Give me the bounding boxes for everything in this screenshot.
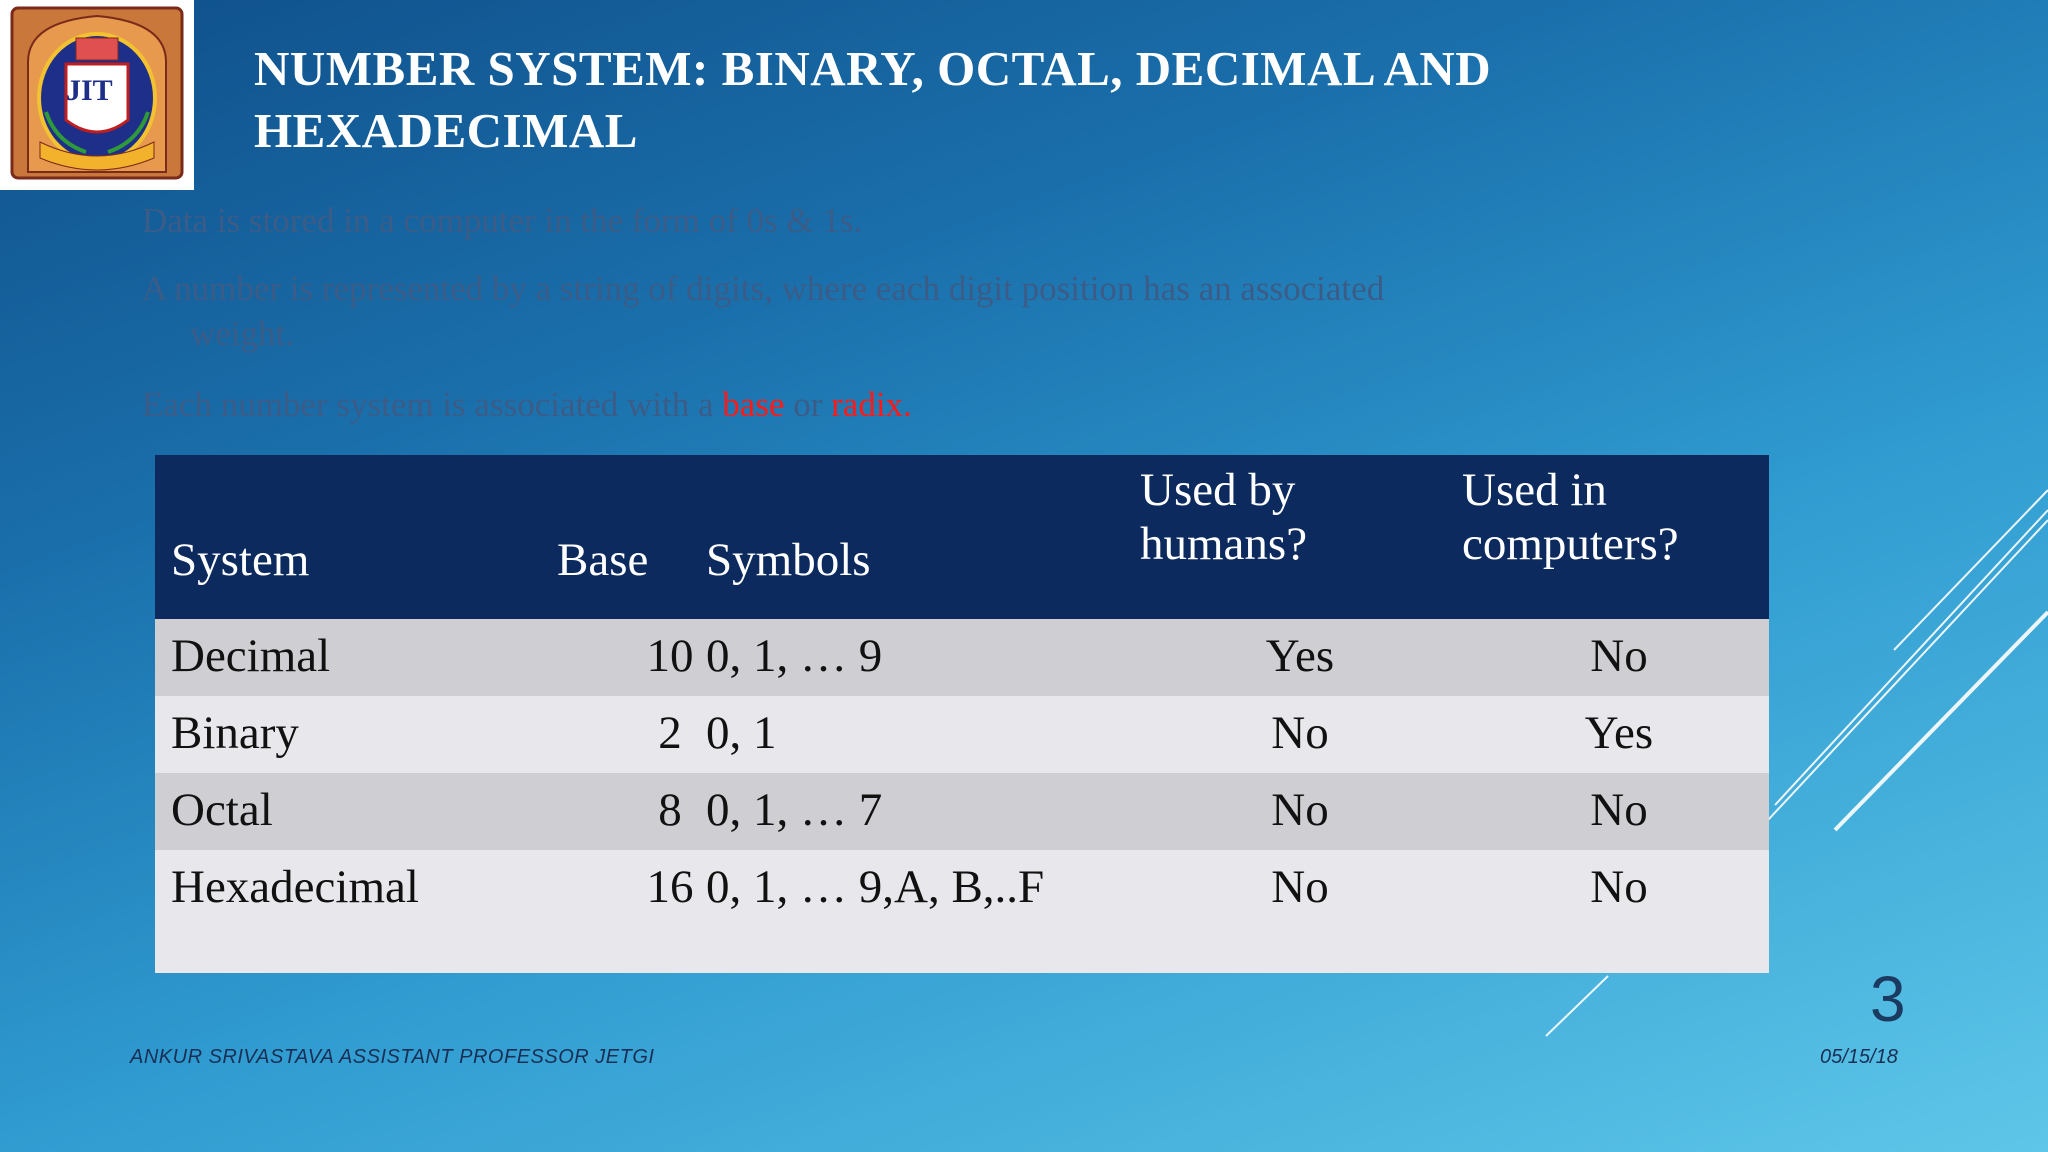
- header-used-by-humans-line2: humans?: [1140, 518, 1308, 570]
- cell-used-in-computers: No: [1590, 784, 1648, 836]
- cell-used-by-humans: Yes: [1265, 630, 1335, 682]
- cell-system: Hexadecimal: [171, 861, 419, 913]
- slide-page-number: 3: [1870, 963, 1906, 1035]
- cell-system: Decimal: [171, 630, 331, 682]
- cell-used-by-humans: No: [1271, 707, 1329, 759]
- cell-symbols: 0, 1: [706, 707, 777, 759]
- cell-symbols: 0, 1, … 9,A, B,..F: [706, 861, 1045, 913]
- table-row: [155, 850, 1769, 973]
- slide-title: NUMBER SYSTEM: BINARY, OCTAL, DECIMAL AND HEXADECIMAL: [254, 41, 1492, 158]
- header-used-in-computers-line1: Used in: [1462, 464, 1607, 516]
- header-used-by-humans: [1140, 463, 1307, 571]
- number-system-table: [155, 455, 1769, 973]
- cell-used-by-humans: No: [1271, 861, 1329, 913]
- header-symbols: Symbols: [706, 534, 871, 586]
- bullet-digit-weight-line2: weight.: [190, 314, 295, 353]
- bullet-base-radix: [142, 382, 912, 427]
- logo-text: JIT: [66, 74, 113, 107]
- header-base: Base: [557, 534, 649, 586]
- cell-used-in-computers: No: [1590, 630, 1648, 682]
- bullet-digit-weight-line1: A number is represented by a string of digits, where each digit position has an associated: [142, 269, 1385, 308]
- highlight-radix: radix.: [831, 385, 912, 424]
- bullet-digit-weight: [142, 266, 1562, 356]
- cell-base: 8: [658, 784, 682, 836]
- footer-date: 05/15/18: [1820, 1046, 1898, 1068]
- header-used-in-computers: [1462, 463, 1679, 571]
- table-row: [155, 619, 1769, 696]
- cell-base: 2: [658, 707, 682, 759]
- cell-used-in-computers: Yes: [1584, 707, 1654, 759]
- footer-author: ANKUR SRIVASTAVA ASSISTANT PROFESSOR JETGI: [130, 1046, 655, 1068]
- table-row: [155, 773, 1769, 850]
- bullet-base-radix-text: Each number system is associated with a: [142, 385, 723, 424]
- highlight-base: base: [722, 385, 785, 424]
- header-used-in-computers-line2: computers?: [1462, 518, 1679, 570]
- bullet-data-storage: Data is stored in a computer in the form of 0s & 1s.: [142, 201, 863, 240]
- cell-symbols: 0, 1, … 7: [706, 784, 883, 836]
- header-system: System: [171, 534, 310, 586]
- cell-symbols: 0, 1, … 9: [706, 630, 883, 682]
- cell-system: Octal: [171, 784, 273, 836]
- table-row: [155, 696, 1769, 773]
- bullet-base-radix-or: or: [784, 385, 832, 424]
- cell-used-in-computers: No: [1590, 861, 1648, 913]
- cell-used-by-humans: No: [1271, 784, 1329, 836]
- table-header: [155, 455, 1769, 619]
- cell-base: 10: [646, 630, 694, 682]
- header-used-by-humans-line1: Used by: [1140, 464, 1296, 516]
- cell-base: 16: [646, 861, 694, 913]
- cell-system: Binary: [171, 707, 299, 759]
- logo-container: [0, 0, 194, 190]
